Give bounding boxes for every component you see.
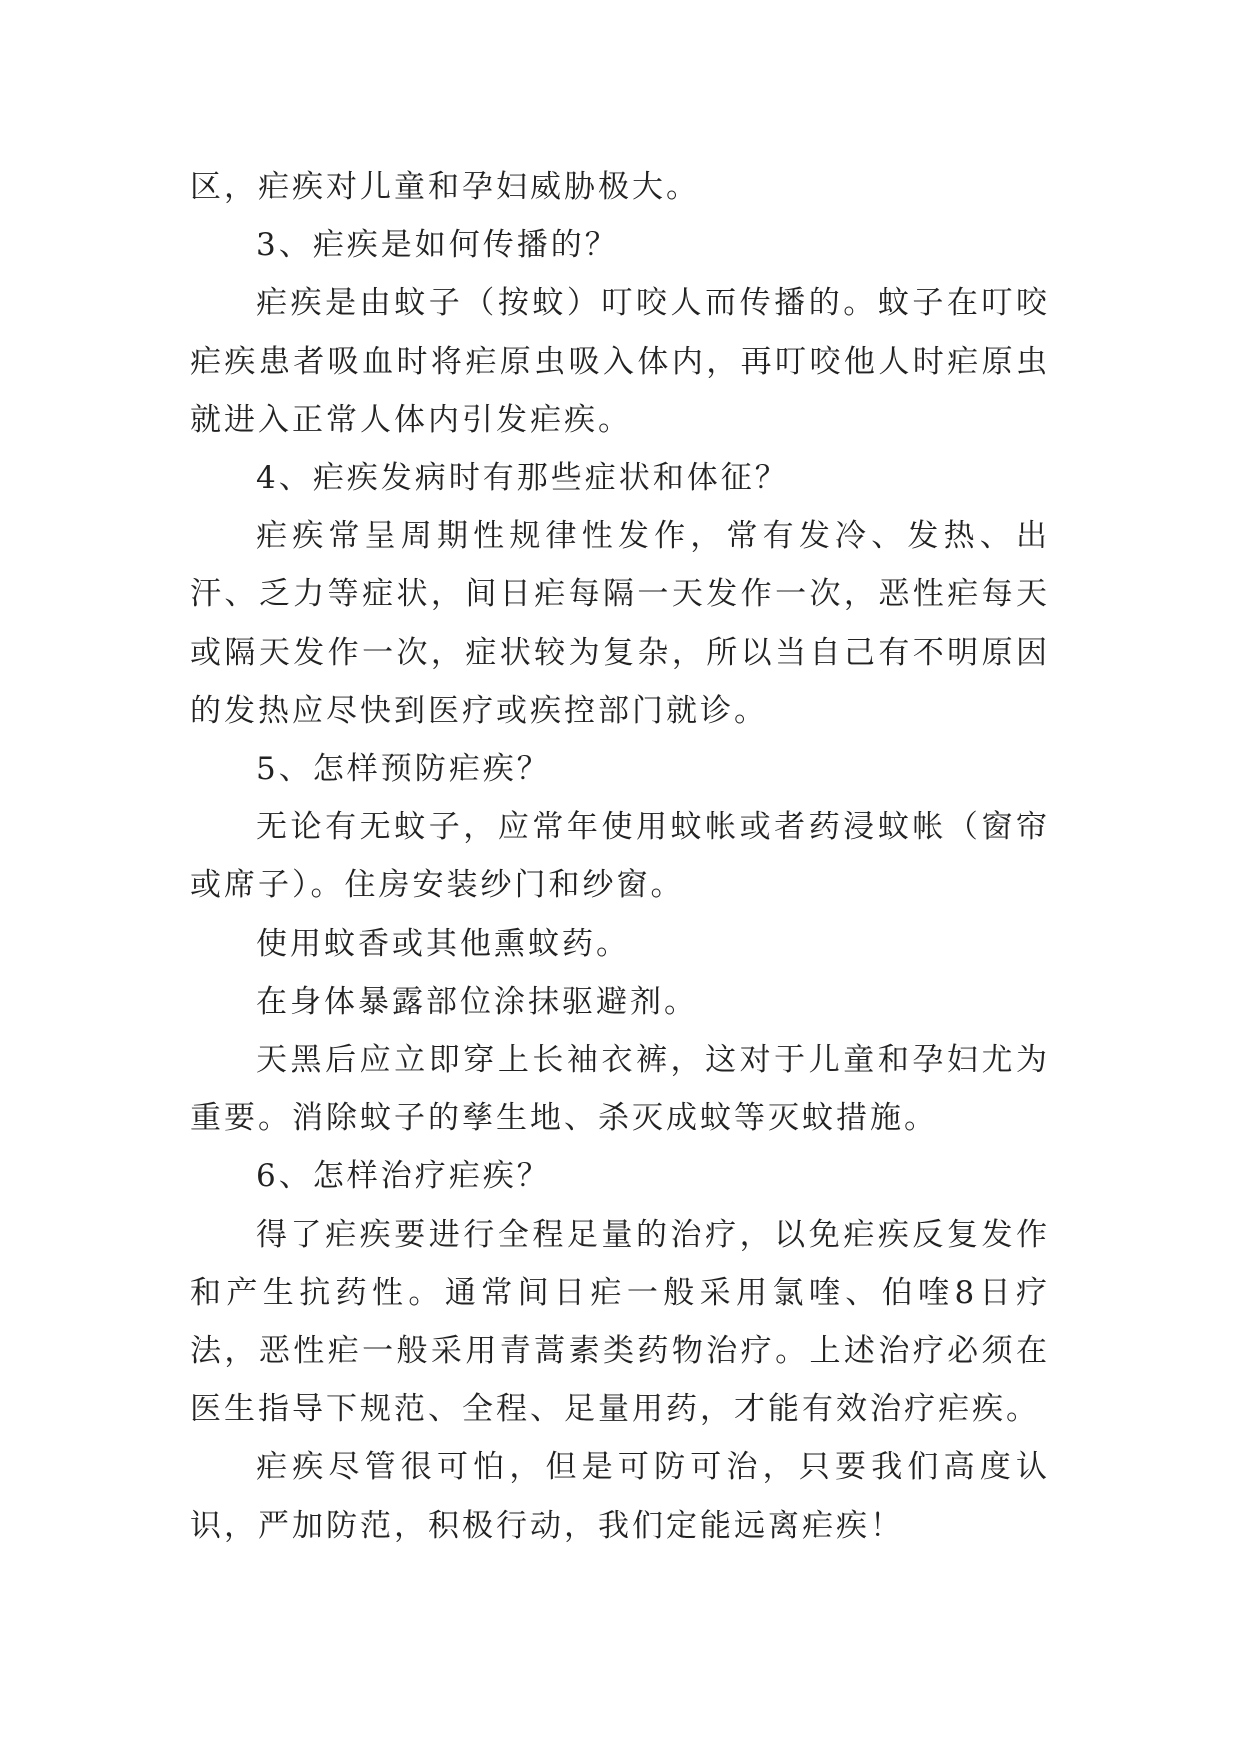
paragraph-continued: 区，疟疾对儿童和孕妇威胁极大。 xyxy=(190,169,700,205)
paragraph-prevention-nets: 无论有无蚊子，应常年使用蚊帐或者药浸蚊帐（窗帘或席子）。住房安装纱门和纱窗。 xyxy=(190,809,1050,904)
paragraph-prevention-incense: 使用蚊香或其他熏蚊药。 xyxy=(256,925,631,962)
paragraph-transmission: 疟疾是由蚊子（按蚊）叮咬人而传播的。蚊子在叮咬疟疾患者吸血时将疟原虫吸入体内，再叮咬他人时疟原虫就进入正常人体内引发疟疾。 xyxy=(190,285,1050,438)
paragraph-treatment: 得了疟疾要进行全程足量的治疗，以免疟疾反复发作和产生抗药性。通常间日疟一般采用氯喹、伯喹8日疗法，恶性疟一般采用青蒿素类药物治疗。上述治疗必须在医生指导下规范、全程、足量用药，才能有效治疗疟疾。 xyxy=(190,1216,1050,1428)
paragraph-conclusion: 疟疾尽管很可怕，但是可防可治，只要我们高度认识，严加防范，积极行动，我们定能远离疟疾！ xyxy=(190,1449,1050,1544)
paragraph-symptoms: 疟疾常呈周期性规律性发作，常有发冷、发热、出汗、乏力等症状，间日疟每隔一天发作一次，恶性疟每天或隔天发作一次，症状较为复杂，所以当自己有不明原因的发热应尽快到医疗或疾控部门就诊。 xyxy=(190,518,1050,729)
paragraph-prevention-repellent: 在身体暴露部位涂抹驱避剂。 xyxy=(256,983,699,1020)
heading-symptoms: 4、疟疾发病时有那些症状和体征？ xyxy=(256,460,789,497)
document-body xyxy=(190,158,1050,1555)
paragraph-prevention-clothing: 天黑后应立即穿上长袖衣裤，这对于儿童和孕妇尤为重要。消除蚊子的孳生地、杀灭成蚊等灭蚊措施。 xyxy=(190,1042,1050,1137)
heading-transmission: 3、疟疾是如何传播的？ xyxy=(256,227,619,264)
heading-prevention: 5、怎样预防疟疾？ xyxy=(256,751,551,788)
heading-treatment: 6、怎样治疗疟疾？ xyxy=(256,1158,551,1195)
